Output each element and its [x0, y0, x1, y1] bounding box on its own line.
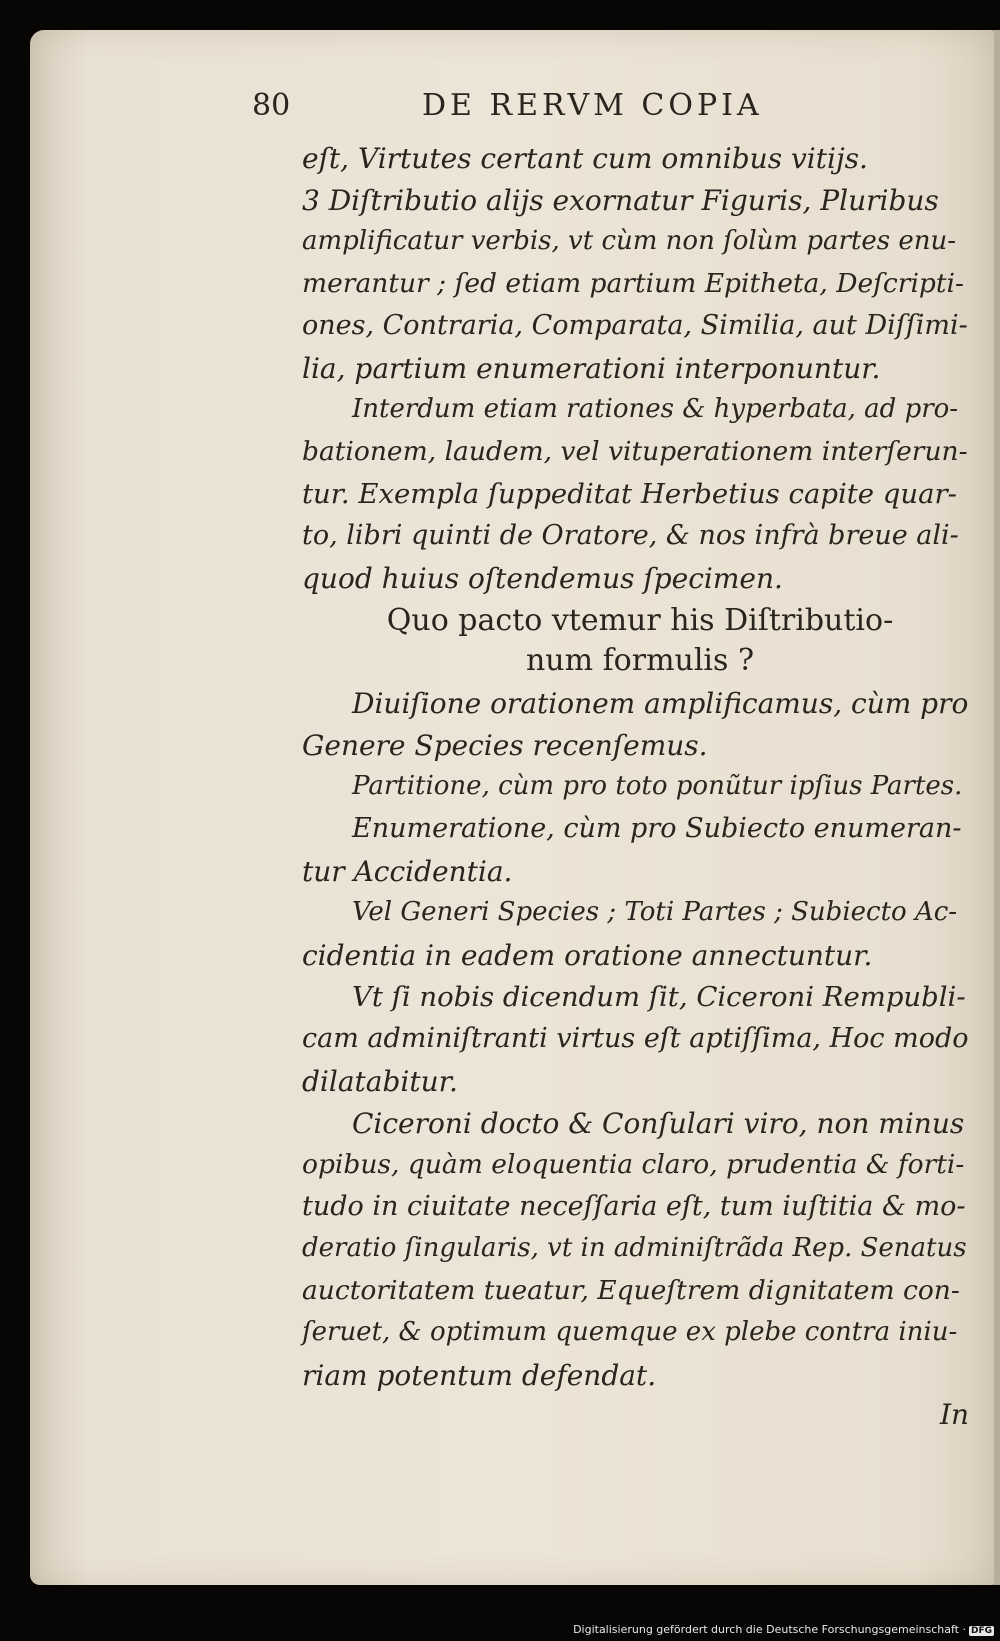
text-line: auctoritatem tueatur, Equeſtrem dignitatem con-: [302, 1275, 960, 1306]
text-line: cam adminiſtranti virtus eſt aptiſſima, Hoc modo: [302, 1023, 969, 1054]
text-line: Vt ſi nobis dicendum ſit, Ciceroni Rempubli-: [352, 981, 966, 1013]
text-line: opibus, quàm eloquentia claro, prudentia & forti-: [302, 1149, 965, 1180]
text-line: amplificatur verbis, vt cùm non ſolùm partes enu-: [302, 226, 957, 256]
text-line: Interdum etiam rationes & hyperbata, ad pro-: [352, 394, 959, 424]
text-line: merantur ; ſed etiam partium Epitheta, Deſcripti-: [302, 268, 964, 299]
text-line: 3 Diſtributio alijs exornatur Figuris, Pluribus: [302, 184, 939, 217]
text-line: quod huius oſtendemus ſpecimen.: [302, 562, 783, 595]
running-title: DE RERVM COPIA: [422, 88, 763, 123]
text-line: Diuiſione orationem amplificamus, cùm pro: [352, 687, 969, 720]
text-line: ones, Contraria, Comparata, Similia, aut Diſſimi-: [302, 310, 968, 341]
text-line: Ciceroni docto & Conſulari viro, non minus: [352, 1107, 965, 1140]
text-line: tur. Exempla ſuppeditat Herbetius capite quar-: [302, 478, 957, 510]
text-line: dilatabitur.: [302, 1065, 458, 1098]
text-line: cidentia in eadem oratione annectuntur.: [302, 939, 873, 972]
text-line: tudo in ciuitate neceſſaria eſt, tum iuſtitia & mo-: [302, 1191, 966, 1222]
text-line: riam potentum defendat.: [302, 1359, 657, 1392]
text-line: Vel Generi Species ; Toti Partes ; Subiecto Ac-: [352, 897, 958, 927]
text-line: Enumeratione, cùm pro Subiecto enumeran-: [352, 813, 962, 844]
text-line: bationem, laudem, vel vituperationem interſerun-: [302, 436, 968, 467]
page-edge: [994, 30, 1000, 1585]
text-line: to, libri quinti de Oratore, & nos infrà breue ali-: [302, 520, 959, 551]
text-line: ſeruet, & optimum quemque ex plebe contra iniu-: [302, 1317, 958, 1347]
book-page: [30, 30, 996, 1585]
question-title-line: num formulis ?: [525, 643, 755, 678]
text-line: tur Accidentia.: [302, 855, 513, 888]
digitization-footer: [573, 1623, 994, 1636]
page-number: 80: [252, 88, 291, 123]
text-line: eſt, Virtutes certant cum omnibus vitijs.: [302, 142, 868, 175]
text-line: deratio ſingularis, vt in adminiſtrãda Rep. Senatus: [302, 1233, 967, 1263]
text-line: Partitione, cùm pro toto ponũtur ipſius Partes.: [352, 771, 963, 801]
question-title-line: Quo pacto vtemur his Diſtributio-: [386, 603, 894, 638]
text-line: lia, partium enumerationi interponuntur.: [302, 352, 881, 385]
dfg-logo: DFG: [970, 1626, 992, 1636]
catchword: In: [940, 1398, 970, 1431]
text-line: Genere Species recenſemus.: [302, 729, 708, 762]
footer-text: Digitalisierung gefördert durch die Deutsche Forschungsgemeinschaft ·: [573, 1623, 966, 1636]
